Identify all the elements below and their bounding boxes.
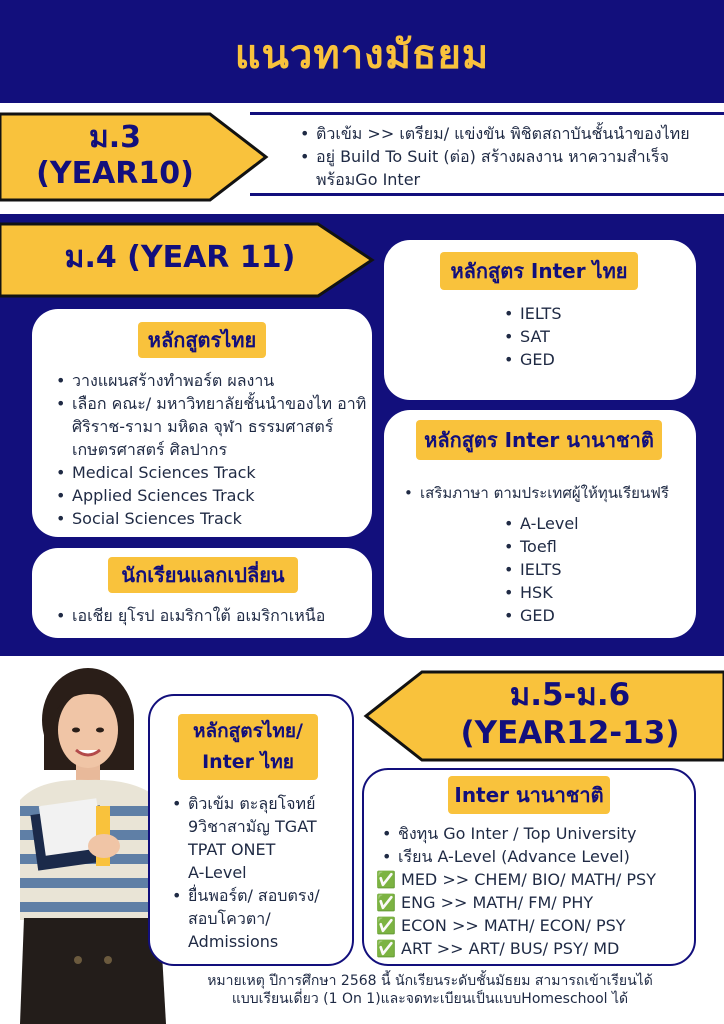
check-item-label: ART >> ART/ BUS/ PSY/ MD	[401, 939, 620, 958]
m4-inter-intl-intro	[400, 482, 700, 505]
list-item: • วางแผนสร้างทำพอร์ต ผลงาน	[52, 369, 370, 392]
check-icon: ✅	[376, 870, 396, 889]
list-item: • A-Level	[500, 512, 680, 535]
list-item: • ยื่นพอร์ต/ สอบตรง/	[168, 884, 354, 907]
tag-line: หลักสูตรไทย/	[193, 720, 303, 742]
tag-line: Inter ไทย	[202, 751, 294, 773]
m4-exchange-list	[52, 604, 370, 627]
m3-bullet-2: • อยู่ Build To Suit (ต่อ) สร้างผลงาน หาความสำเร็จ	[296, 145, 716, 168]
m56-inter-intl-tag: Inter นานาชาติ	[448, 776, 610, 814]
list-item-continued: A-Level	[188, 863, 247, 882]
student-photo	[0, 660, 170, 1024]
m56-check-list	[376, 868, 694, 960]
footnote-line: แบบเรียนเดี่ยว (1 On 1)และจดทะเบียนเป็นแบบHomeschool ได้	[231, 991, 629, 1007]
list-item: • เรียน A-Level (Advance Level)	[378, 845, 694, 868]
m3-arrow-label	[0, 120, 230, 192]
m4-inter-intl-tag: หลักสูตร Inter นานาชาติ	[416, 420, 662, 460]
list-item: • ชิงทุน Go Inter / Top University	[378, 822, 694, 845]
m56-inter-intl-list	[378, 822, 694, 868]
footnote-line: หมายเหตุ ปีการศึกษา 2568 นี้ นักเรียนระดับชั้นมัธยม สามารถเข้าเรียนได้	[207, 973, 653, 989]
divider-line	[250, 193, 724, 196]
m56-year: (YEAR12-13)	[460, 715, 680, 751]
m56-thai-inter-list	[168, 792, 354, 953]
list-item: • เสริมภาษา ตามประเทศผู้ให้ทุนเรียนฟรี	[400, 482, 700, 505]
m4-arrow-label: ม.4 (YEAR 11)	[64, 240, 296, 275]
m3-bullets	[296, 122, 716, 191]
page-title: แนวทางมัธยม	[234, 32, 490, 78]
m56-level: ม.5-ม.6	[509, 677, 631, 713]
list-item: • GED	[500, 348, 680, 371]
m3-level: ม.3	[88, 120, 142, 155]
m4-thai-course-list	[52, 369, 370, 530]
list-item: • เลือก คณะ/ มหาวิทยาลัยชั้นนำของไท อาทิ	[52, 392, 370, 415]
list-item: • IELTS	[500, 558, 680, 581]
check-icon: ✅	[376, 939, 396, 958]
check-icon: ✅	[376, 893, 396, 912]
check-item-label: ECON >> MATH/ ECON/ PSY	[401, 916, 626, 935]
check-item	[376, 891, 694, 914]
m4-inter-thai-list	[500, 302, 680, 371]
check-item	[376, 914, 694, 937]
list-item-continued: เกษตรศาสตร์ ศิลปากร	[72, 440, 228, 459]
check-item	[376, 868, 694, 891]
footnote	[150, 972, 710, 1008]
list-item: • ติวเข้ม ตะลุยโจทย์	[168, 792, 354, 815]
list-item-continued: Admissions	[188, 932, 279, 951]
list-item: • Applied Sciences Track	[52, 484, 370, 507]
list-item: • Medical Sciences Track	[52, 461, 370, 484]
list-item-continued: สอบโควตา/	[188, 909, 271, 928]
list-item: • HSK	[500, 581, 680, 604]
check-icon: ✅	[376, 916, 396, 935]
m4-exchange-tag: นักเรียนแลกเปลี่ยน	[108, 557, 298, 593]
m4-thai-course-tag: หลักสูตรไทย	[138, 322, 266, 358]
m56-thai-inter-tag	[178, 714, 318, 780]
list-item-continued: ศิริราช-รามา มหิดล จุฬา ธรรมศาสตร์	[72, 417, 334, 436]
list-item: • เอเชีย ยุโรป อเมริกาใต้ อเมริกาเหนือ	[52, 604, 370, 627]
m56-arrow-label	[420, 676, 720, 752]
list-item: • Toefl	[500, 535, 680, 558]
m4-inter-intl-list	[500, 512, 680, 627]
divider-line	[250, 112, 724, 115]
check-item	[376, 937, 694, 960]
list-item-continued: 9วิชาสามัญ TGAT	[188, 817, 317, 836]
m3-bullet-1: • ติวเข้ม >> เตรียม/ แข่งขัน พิชิตสถาบันชั้นนำของไทย	[296, 122, 716, 145]
list-item: • GED	[500, 604, 680, 627]
list-item: • Social Sciences Track	[52, 507, 370, 530]
check-item-label: MED >> CHEM/ BIO/ MATH/ PSY	[401, 870, 656, 889]
list-item-continued: TPAT ONET	[188, 840, 276, 859]
list-item: • SAT	[500, 325, 680, 348]
m3-bullet-3-continued: พร้อมGo Inter	[316, 170, 421, 189]
check-item-label: ENG >> MATH/ FM/ PHY	[401, 893, 594, 912]
m4-inter-thai-tag: หลักสูตร Inter ไทย	[440, 252, 638, 290]
list-item: • IELTS	[500, 302, 680, 325]
page-header	[0, 0, 724, 103]
m3-year: (YEAR10)	[36, 156, 194, 191]
